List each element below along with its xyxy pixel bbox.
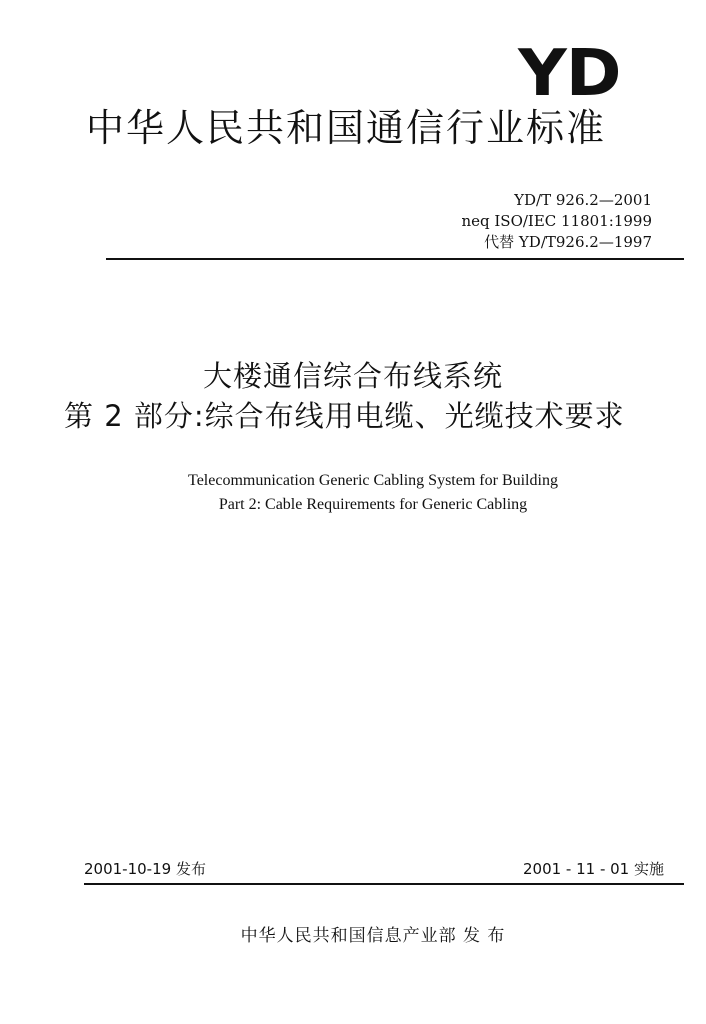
title-zh-line1: 大楼通信综合布线系统 xyxy=(202,359,503,393)
issuing-authority: 中华人民共和国信息产业部 发 布 xyxy=(240,926,506,946)
effective-date: 2001 - 11 - 01 实施 xyxy=(522,860,664,878)
equivalent-standard: neq ISO/IEC 11801:1999 xyxy=(461,212,652,230)
title-zh-line2: 第 2 部分:综合布线用电缆、光缆技术要求 xyxy=(64,399,625,433)
issue-date: 2001-10-19 发布 xyxy=(84,860,206,878)
yd-logo: YD xyxy=(517,37,620,111)
title-en-line1: Telecommunication Generic Cabling System for Building xyxy=(188,472,558,489)
header-title: 中华人民共和国通信行业标准 xyxy=(86,106,607,150)
title-en-line2: Part 2: Cable Requirements for Generic Cabling xyxy=(218,496,528,513)
footer-divider xyxy=(84,883,684,885)
replaces-standard: 代替 YD/T926.2—1997 xyxy=(484,233,652,251)
standard-number: YD/T 926.2—2001 xyxy=(514,191,652,209)
standard-codes xyxy=(461,190,652,253)
header-divider xyxy=(106,258,684,260)
